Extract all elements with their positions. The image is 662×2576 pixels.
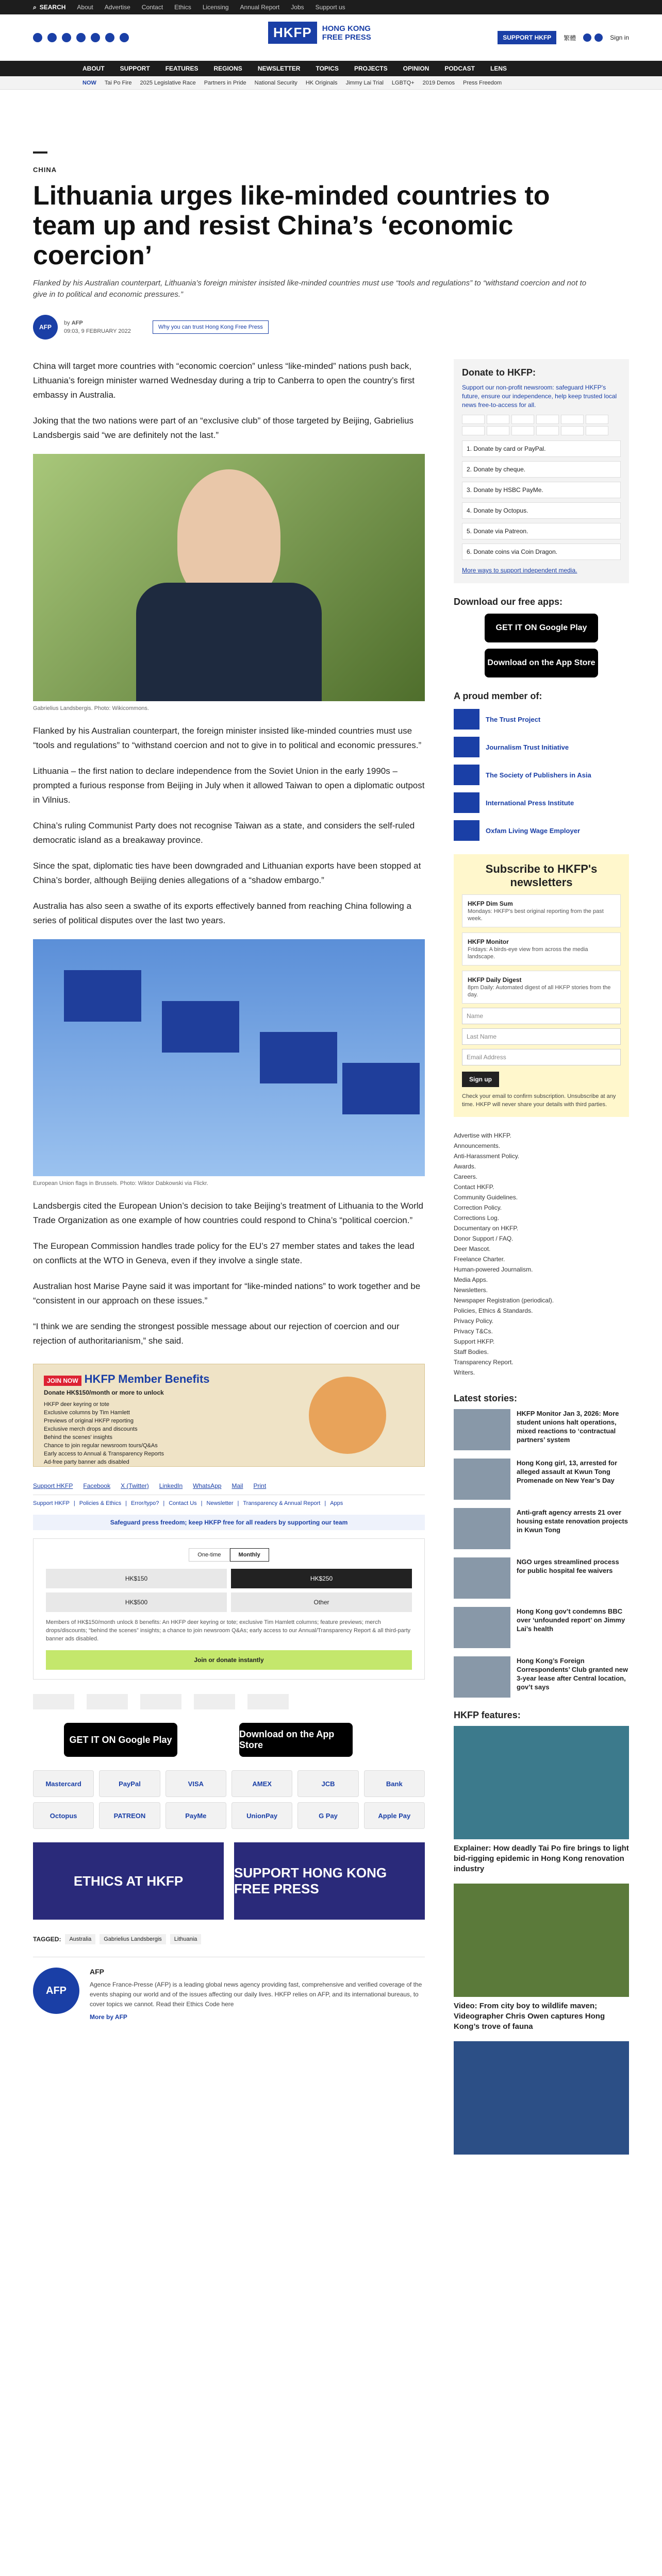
info-link[interactable]: Community Guidelines. [454,1194,518,1201]
ipi-logo[interactable] [194,1694,235,1709]
jcb-icon[interactable]: JCB [297,1770,358,1797]
author-avatar[interactable]: AFP [33,1968,79,2014]
paragraph: Joking that the two nations were part of an “exclusive club” of those targeted by Beijing, Gabrielius Landsbergis said “we are definitely not the last.” [33,416,414,440]
x-icon[interactable] [47,33,57,42]
article-title: Lithuania urges like-minded countries to team up and resist China’s ‘economic coercion’ [33,181,550,270]
mastercard-icon[interactable]: Mastercard [33,1770,94,1797]
tag[interactable]: Australia [65,1934,95,1944]
info-link[interactable]: Human-powered Journalism. [454,1266,533,1273]
article-photo-landsbergis [33,454,425,701]
footer-link[interactable]: Transparency & Annual Report [243,1500,321,1506]
info-link[interactable]: Donor Support / FAQ. [454,1235,514,1242]
facebook-icon[interactable] [33,33,42,42]
social-icons [33,33,129,42]
sign-in-link[interactable]: Sign in [610,34,629,41]
jti-icon [454,737,479,757]
google-play-badge[interactable]: GET IT ON Google Play [64,1723,177,1757]
trend-link[interactable]: Jimmy Lai Trial [345,79,384,86]
story-thumbnail [454,1508,510,1549]
latest-stories [454,1393,629,1698]
footer-link[interactable]: Apps [330,1500,343,1506]
info-link[interactable]: Policies, Ethics & Standards. [454,1307,533,1314]
benefit-item: Early access to Annual & Transparency Reports [44,1451,164,1457]
topbar-link-licensing[interactable]: Licensing [202,4,229,11]
more-by-author-link[interactable]: More by AFP [90,2013,127,2021]
apple-pay-icon[interactable]: Apple Pay [364,1802,425,1829]
benefits-title: JOIN NOW HKFP Member Benefits [44,1372,260,1386]
photo-caption: European Union flags in Brussels. Photo: Wiktor Dabkowski via Flickr. [33,1180,208,1187]
trend-link[interactable]: Press Freedom [463,79,502,86]
unionpay-icon[interactable]: UnionPay [231,1802,292,1829]
tags-label: TAGGED: [33,1936,61,1943]
apps-title: Download our free apps: [454,597,563,607]
nav-topics[interactable]: TOPICS [316,65,339,72]
info-link[interactable]: Deer Mascot. [454,1245,491,1252]
paragraph: Since the spat, diplomatic ties have been downgraded and Lithuanian exports have been stopped at China’s border, although Beijing denies allegations of a “shadow embargo.” [33,861,421,885]
info-link[interactable]: Corrections Log. [454,1214,500,1222]
linkedin-icon[interactable] [91,33,100,42]
topbar-link-support[interactable]: Support us [315,4,345,11]
amount-option-selected[interactable]: HK$250 [231,1569,412,1588]
app-store-badge[interactable]: Download on the App Store [239,1723,353,1757]
amount-option[interactable]: Other [231,1592,412,1612]
story-item[interactable]: Hong Kong’s Foreign Correspondents’ Club granted new 3-year lease after Central location, gov’t says [454,1656,629,1698]
newsletter-option[interactable]: HKFP Daily Digest 8pm Daily: Automated digest of all HKFP stories from the day. [462,971,621,1004]
info-link[interactable]: Advertise with HKFP. [454,1132,511,1139]
article-category[interactable]: CHINA [33,166,57,174]
story-thumbnail [454,1557,510,1599]
email-icon[interactable] [120,33,129,42]
benefit-item: Exclusive columns by Tim Hamlett [44,1410,130,1416]
nav-opinion[interactable]: OPINION [403,65,429,72]
benefits-list [44,1400,260,1466]
publish-date: 09:03, 9 FEBRUARY 2022 [64,328,131,334]
visa-icon[interactable]: VISA [166,1770,226,1797]
octopus-icon[interactable]: Octopus [33,1802,94,1829]
kicker-rule [33,151,47,154]
sopa-icon [454,765,479,785]
feature-image[interactable] [454,2041,629,2155]
info-link[interactable]: Correction Policy. [454,1204,502,1211]
author-name[interactable]: AFP [71,320,83,326]
article-header [0,151,662,340]
nav-support[interactable]: SUPPORT [120,65,150,72]
footer-link[interactable]: Newsletter [206,1500,234,1506]
benefit-item: Exclusive merch drops and discounts [44,1426,138,1432]
payment-icons [462,415,621,435]
donate-title: Donate to HKFP: [462,367,536,378]
features-section [454,1710,629,2155]
info-link[interactable]: Documentary on HKFP. [454,1225,519,1232]
newsletter-note: Check your email to confirm subscription. Unsubscribe at any time. HKFP will never share your details with third parties. [462,1093,616,1108]
footer-links: Support HKFP | Policies & Ethics | Error/typo? | Contact Us | Newsletter | Transparency & Annual Report | Apps [33,1500,343,1506]
author-box [33,1957,425,2021]
author-name[interactable]: AFP [90,1968,104,1976]
benefit-item: Chance to join regular newsroom tours/Q&As [44,1443,158,1449]
paragraph: The European Commission handles trade policy for the EU’s 27 member states and takes the lead on conflicts at the WTO in Geneva, even if they involve a single state. [33,1241,415,1265]
info-link[interactable]: Support HKFP. [454,1338,495,1345]
story-item[interactable]: Anti-graft agency arrests 21 over housing estate renovation projects in Kwun Tong [454,1508,629,1549]
trust-link[interactable]: Why you can trust Hong Kong Free Press [153,320,269,334]
author-avatar[interactable]: AFP [33,315,58,340]
amex-icon[interactable]: AMEX [231,1770,292,1797]
info-link[interactable]: Privacy T&Cs. [454,1328,493,1335]
more-ways-link[interactable]: More ways to support independent media. [462,567,577,574]
info-link[interactable]: Staff Bodies. [454,1348,489,1355]
feature-image[interactable] [454,1884,629,1997]
one-time-option[interactable]: One-time [189,1548,229,1562]
footer-link[interactable]: Support HKFP [33,1500,70,1506]
search-link[interactable] [33,4,65,11]
info-link[interactable]: Newspaper Registration (periodical). [454,1297,554,1304]
benefit-item: Previews of original HKFP reporting [44,1418,134,1424]
site-header [0,14,662,61]
bank-icon[interactable]: Bank [364,1770,425,1797]
site-logo[interactable] [268,22,371,44]
member-title: A proud member of: [454,691,542,701]
content-layout [0,359,662,2159]
story-thumbnail [454,1409,510,1450]
info-link[interactable]: Privacy Policy. [454,1317,494,1325]
topbar-link-jobs[interactable]: Jobs [291,4,304,11]
info-link[interactable]: Contact HKFP. [454,1183,494,1191]
trend-link[interactable]: Tai Po Fire [104,79,132,86]
donate-option[interactable]: 6. Donate coins via Coin Dragon. [462,544,621,560]
share-linkedin[interactable]: LinkedIn [159,1482,183,1489]
bell-icon[interactable] [594,33,603,42]
paragraph: Landsbergis cited the European Union’s decision to take Beijing’s treatment of Lithuania to the World Trade Organization as one example of how countries could respond to China’s “political coercion.” [33,1201,423,1225]
name-field[interactable]: Name [462,1008,621,1024]
topbar-link-advertise[interactable]: Advertise [104,4,130,11]
safeguard-banner[interactable]: Safeguard press freedom; keep HKFP free for all readers by supporting our team [33,1515,425,1530]
search-icon[interactable] [583,33,591,42]
share-print[interactable]: Print [253,1482,267,1489]
email-field[interactable]: Email Address [462,1049,621,1065]
tag[interactable]: Lithuania [170,1934,202,1944]
paragraph: China’s ruling Communist Party does not recognise Taiwan as a state, and considers the self-ruled democratic island as a breakaway province. [33,821,415,845]
amount-option[interactable]: HK$150 [46,1569,227,1588]
member-logos-row [33,1694,425,1709]
nav-features[interactable]: FEATURES [165,65,198,72]
trend-link[interactable]: 2025 Legislative Race [140,79,196,86]
member-sopa[interactable]: The Society of Publishers in Asia [454,765,629,785]
trend-link[interactable]: Partners in Pride [204,79,246,86]
trust-project-logo[interactable] [33,1694,74,1709]
nav-regions[interactable]: REGIONS [213,65,242,72]
info-link[interactable]: Transparency Report. [454,1359,514,1366]
instagram-icon[interactable] [62,33,71,42]
benefit-item: Ad-free party banner ads disabled [44,1459,129,1465]
oxfam-icon [454,820,479,841]
newsletter-signup [454,854,629,1117]
article-body [33,359,425,2159]
byline-meta: by AFP 09:03, 9 FEBRUARY 2022 [64,320,131,334]
tags-row [33,1934,425,1944]
info-link[interactable]: Freelance Charter. [454,1256,505,1263]
newsletter-option[interactable]: HKFP Dim Sum Mondays: HKFP's best original reporting from the past week. [462,894,621,927]
member-jti[interactable]: Journalism Trust Initiative [454,737,629,757]
topbar-link-contact[interactable]: Contact [141,4,163,11]
info-link[interactable]: Newsletters. [454,1286,488,1294]
info-link[interactable]: Anti-Harassment Policy. [454,1153,520,1160]
story-item[interactable]: Hong Kong girl, 13, arrested for alleged assault at Kwun Tong Promenade on New Year’s Day [454,1459,629,1500]
trend-link[interactable]: HK Originals [305,79,338,86]
app-store-badges [33,1723,425,1757]
topbar-link-annual-report[interactable]: Annual Report [240,4,280,11]
logo-text: HONG KONG FREE PRESS [322,24,371,42]
donate-note: Members of HK$150/month unlock 8 benefits: An HKFP deer keyring or tote; exclusive Tim Hamlett columns; feature previews; merch drops/discounts; “behind the scenes” insights; a chance to join newsroom Q&As; early access to our Annual/Transparency Report & all third-party banner ads disabled. [46,1619,411,1642]
footer-link[interactable]: Error/typo? [130,1500,159,1506]
photo-caption: Gabrielius Landsbergis. Photo: Wikicommons. [33,705,149,711]
info-link[interactable]: Announcements. [454,1142,501,1149]
support-button[interactable]: SUPPORT HKFP [498,31,556,44]
share-whatsapp[interactable]: WhatsApp [193,1482,222,1489]
nav-newsletter[interactable]: NEWSLETTER [257,65,301,72]
trend-link[interactable]: National Security [254,79,297,86]
nav-about[interactable]: ABOUT [82,65,105,72]
article-photo-eu-flags [33,939,425,1176]
amount-options [46,1569,412,1612]
info-link[interactable]: Careers. [454,1173,478,1180]
story-thumbnail [454,1459,510,1500]
info-link[interactable]: Writers. [454,1369,475,1376]
now-label: NOW [82,79,96,86]
topbar-link-ethics[interactable]: Ethics [174,4,191,11]
trust-project-icon [454,709,479,730]
info-link[interactable]: Media Apps. [454,1276,488,1283]
paragraph: Flanked by his Australian counterpart, the foreign minister insisted like-minded countries must use “tools and regulations” to “withstand coercion and not to give in to political and economic pressures.” [33,726,422,750]
byline [33,315,629,340]
info-link[interactable]: Awards. [454,1163,476,1170]
article-standfirst: Flanked by his Australian counterpart, Lithuania’s foreign minister insisted like-minded countries must use “tools and regulations” to “withstand coercion and not to give in to political and economic pressures.” [33,279,587,299]
paragraph: “I think we are sending the strongest possible message about our rejection of coercion and our rejection of authoritarianism,” she said. [33,1321,400,1346]
frequency-toggle [46,1548,412,1562]
paragraph: China will target more countries with “economic coercion” unless “like-minded” nations push back, Lithuania’s foreign minister warned Wednesday during a trip to Canberra to open the country’s first embassy in Australia. [33,361,415,400]
main-nav [0,61,662,76]
logo-mark: HKFP [268,22,317,44]
latest-title: Latest stories: [454,1393,518,1403]
support-banner[interactable]: SUPPORT HONG KONG FREE PRESS [234,1842,425,1920]
features-title: HKFP features: [454,1710,521,1720]
share-mail[interactable]: Mail [231,1482,243,1489]
donate-option[interactable]: 3. Donate by HSBC PayMe. [462,482,621,498]
donate-widget [33,1538,425,1680]
language-link[interactable]: 繁體 [564,34,576,42]
paragraph: Australian host Marise Payne said it was important for “like-minded nations” to work together and be “consistent in our approach on these issues.” [33,1281,421,1306]
google-play-badge[interactable]: GET IT ON Google Play [485,614,598,642]
payment-methods [33,1770,425,1829]
feature-image[interactable] [454,1726,629,1839]
benefit-item: Behind the scenes' insights [44,1434,112,1440]
last-name-field[interactable]: Last Name [462,1028,621,1045]
footer-link[interactable]: Contact Us [169,1500,197,1506]
feature-title[interactable]: Explainer: How deadly Tai Po fire brings to light bid-rigging epidemic in Hong Kong renovation industry [454,1844,629,1873]
amount-option[interactable]: HK$500 [46,1592,227,1612]
sidebar [454,359,629,2159]
donate-text[interactable]: Support our non-profit newsroom: safeguard HKFP's future, ensure our independence, help keep trusted local news free-to-access for all. [462,384,617,409]
info-links [454,1130,629,1378]
newsletter-option[interactable]: HKFP Monitor Fridays: A birds-eye view from across the media landscape. [462,933,621,965]
share-facebook[interactable]: Facebook [83,1482,111,1489]
ethics-banner[interactable]: ETHICS AT HKFP [33,1842,224,1920]
paragraph: Australia has also seen a swathe of its exports effectively banned from reaching China following a series of political disputes over the last two years. [33,901,411,925]
member-benefits-banner[interactable] [33,1364,425,1467]
benefit-item: HKFP deer keyring or tote [44,1401,109,1408]
trending-nav [0,76,662,90]
donate-option[interactable]: 2. Donate by cheque. [462,461,621,478]
benefits-subtitle: Donate HK$150/month or more to unlock [44,1389,164,1396]
donate-card [454,359,629,583]
author-bio: Agence France-Presse (AFP) is a leading global news agency providing fast, comprehensive and verified coverage of the events shaping our world and of the issues affecting our daily lives. HKFP relies on AFP, and its international bureaus, to cover topics we cannot. Read their Ethics Code here [90,1981,422,2008]
story-item[interactable]: HKFP Monitor Jan 3, 2026: More student unions halt operations, mixed reactions to ‘contractual partners’ system [454,1409,629,1450]
story-item[interactable]: NGO urges streamlined process for public hospital fee waivers [454,1557,629,1599]
utility-bar [0,0,662,14]
payme-icon[interactable]: PayMe [166,1802,226,1829]
member-oxfam[interactable]: Oxfam Living Wage Employer [454,820,629,841]
join-donate-button[interactable]: Join or donate instantly [46,1650,412,1670]
header-icons [583,33,603,42]
nav-podcast[interactable]: PODCAST [444,65,475,72]
google-pay-icon[interactable]: G Pay [297,1802,358,1829]
oxfam-logo[interactable] [247,1694,289,1709]
donate-option[interactable]: 5. Donate via Patreon. [462,523,621,539]
monthly-option[interactable]: Monthly [230,1548,269,1562]
share-bar [33,1482,425,1495]
member-trust-project[interactable]: The Trust Project [454,709,629,730]
header-actions [498,31,629,44]
nav-lens[interactable]: LENS [490,65,507,72]
story-thumbnail [454,1656,510,1698]
topbar-link-about[interactable]: About [77,4,93,11]
story-item[interactable]: Hong Kong gov’t condemns BBC over ‘unfounded report’ on Jimmy Lai’s health [454,1607,629,1648]
search-icon: ⌕ [33,3,37,11]
newsletter-title: Subscribe to HKFP's newsletters [485,862,598,889]
member-ipi[interactable]: International Press Institute [454,792,629,813]
share-x[interactable]: X (Twitter) [121,1482,149,1489]
donate-option[interactable]: 1. Donate by card or PayPal. [462,440,621,457]
share-support[interactable]: Support HKFP [33,1482,73,1489]
jti-logo[interactable] [87,1694,128,1709]
deer-mascot-image [309,1377,386,1454]
signup-button[interactable]: Sign up [462,1072,499,1087]
app-store-badge[interactable]: Download on the App Store [485,649,598,677]
feature-title[interactable]: Video: From city boy to wildlife maven; Videographer Chris Owen captures Hong Kong’s trove of fauna [454,2002,605,2031]
story-thumbnail [454,1607,510,1648]
paypal-icon[interactable]: PayPal [99,1770,160,1797]
promo-banners [33,1842,425,1920]
sopa-logo[interactable] [140,1694,181,1709]
tag[interactable]: Gabrielius Landsbergis [100,1934,166,1944]
ipi-icon [454,792,479,813]
patreon-icon[interactable]: PATREON [99,1802,160,1829]
nav-projects[interactable]: PROJECTS [354,65,388,72]
paragraph: Lithuania – the first nation to declare independence from the Soviet Union in the early 1990s – prompted a furious response from Beijing in July when it allowed Taiwan to open a diplomatic outpost in Vilnius. [33,766,425,805]
trend-link[interactable]: 2019 Demos [422,79,455,86]
footer-link[interactable]: Policies & Ethics [79,1500,122,1506]
donate-option[interactable]: 4. Donate by Octopus. [462,502,621,519]
search-label: SEARCH [39,4,66,11]
trend-link[interactable]: LGBTQ+ [391,79,415,86]
youtube-icon[interactable] [105,33,114,42]
threads-icon[interactable] [76,33,86,42]
